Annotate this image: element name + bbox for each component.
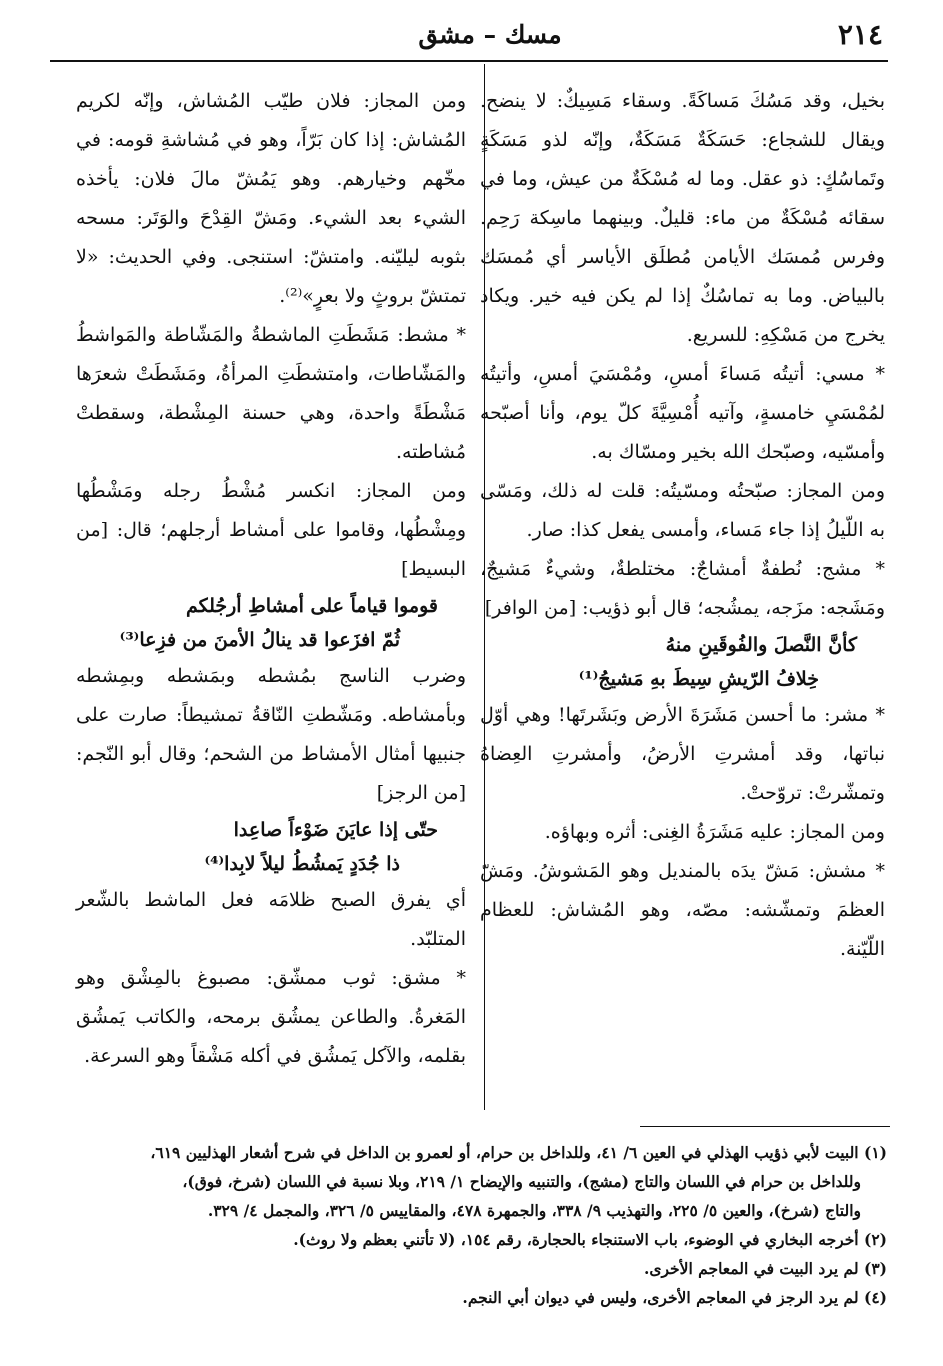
footnote-rule <box>640 1126 890 1127</box>
entry-paragraph: وضرب الناسج بمُشطه وبمَشطه وبمِشطه وبأمشاطه. ومَشّطتِ النّاقةُ تمشيطاً: صارت على جنبيها أمثال الأمشاط من الشحم؛ وقال أبو النّجم: [من الرجز] <box>76 665 466 804</box>
verse-line: كأنَّ النَّصلَ والفُوقَينِ منهُ <box>665 634 857 656</box>
entry-paragraph: * مشج: نُطفةٌ أمشاجٌ: مختلطةٌ، وشيءٌ مَشيجٌ، ومَشَجه: مزَجه، يمشُجه؛ قال أبو ذؤيب: [من الوافر] <box>480 558 885 619</box>
verse-line: قوموا قياماً على أمشاطِ أرجُلكم <box>185 595 438 617</box>
page-number: ٢١٤ <box>837 18 883 51</box>
footnote: (٣) لم يرد البيت في المعاجم الأخرى. <box>643 1259 887 1278</box>
verse-block <box>76 589 466 657</box>
verse-line: ذا جُدَدٍ يَمشُطُ ليلاً لابِدا⁽⁴⁾ <box>204 853 400 875</box>
verse-block <box>76 813 466 881</box>
entry-paragraph: أي يفرق الصبح ظلامَه فعل الماشط بالشّعر المتلبّد. <box>76 889 466 950</box>
entry-paragraph: * مشر: ما أحسن مَشَرَةَ الأرض وبَشَرتَها! وهي أوّل نباتها، وقد أمشرتِ الأرضُ، وأمشرتِ العِضاهُ وتمشّرتْ: تروّحتْ. <box>480 704 885 804</box>
page-header <box>60 14 883 56</box>
running-title: مسك – مشق <box>418 20 562 49</box>
footnote: (١) البيت لأبي ذؤيب الهذلي في العين ٦/ ٤١، وللداخل بن حرام، أو لعمرو بن الداخل في شرح أشعار الهذليين ٦١٩، <box>150 1143 887 1162</box>
verse-line: ثُمّ افزَعوا قد ينالُ الأمنَ من فزِعا⁽³⁾ <box>119 629 400 651</box>
header-rule <box>50 60 888 62</box>
entry-paragraph: * مشش: مَشّ يدَه بالمنديل وهو المَشوشُ. ومَشّ العظمَ وتمشّشه: مصّه، وهو المُشاش: للعظام اللّيّنة. <box>480 860 885 960</box>
footnote: وللداخل بن حرام في اللسان والتاج (مشج)، والتنبيه والإيضاح ١/ ٢١٩، وبلا نسبة في اللسان (شرخ، فوق)، <box>182 1172 861 1191</box>
verse-line: خِلافُ الرّيشِ سِيطَ بهِ مَشيجُ⁽¹⁾ <box>578 668 819 690</box>
entry-paragraph: بخيل، وقد مَسُكَ مَساكَةً. وسقاء مَسِيكٌ: لا ينضح. ويقال للشجاع: حَسَكَةٌ مَسَكَةٌ، وإنّه لذو مَسَكَةٍ وتَماسُكٍ: ذو عقل. وما له مُسْكَةٌ من عيش، وما في سقائه مُسْكَةٌ من ماء: قليلٌ. وبينهما ماسِكة رَحِم. وفرس مُمسَك الأيامن مُطلَق الأياسر أي مُمسَك بالبياض. وما به تماسُكٌ إذا لم يكن فيه خير. ويكاد يخرج من مَسْكِهِ: للسريع. <box>480 90 885 346</box>
footnote: (٤) لم يرد الرجز في المعاجم الأخرى، وليس في ديوان أبي النجم. <box>462 1288 887 1307</box>
entry-paragraph: ومن المجاز: عليه مَشَرَةُ الغِنى: أثره وبهاؤه. <box>544 821 885 843</box>
footnote: (٢) أخرجه البخاري في الوضوء، باب الاستنجاء بالحجارة، رقم ١٥٤، (لا تأتني بعظم ولا روث). <box>293 1230 887 1249</box>
entry-paragraph: * مشق: ثوب ممشّق: مصبوغ بالمِشْق وهو المَغرةُ. والطاعن يمشُق برمحه، والكاتب يَمشُق بقلمه، والآكل يَمشُق في أكله مَشْقاً وهو السرعة. <box>76 967 466 1067</box>
entry-paragraph: * مسي: أتيتُه مَساءَ أمسِ، ومُمْسَيَ أمسِ، وأتيتُه لمُمْسَيِ خامسةٍ، وآتيه أُمْسِيَّةَ كلّ يوم، وأنا أصبّحه وأمسّيه، وصبّحك الله بخير ومسّاك به. <box>480 363 885 463</box>
entry-paragraph: ومن المجاز: فلان طيّب المُشاش، وإنّه لكريم المُشاش: إذا كان بَرّاً، وهو في مُشاشةِ قومه: في مخّهم وخيارهم. وهو يَمُشّ مالَ فلان: يأخذه الشيء بعد الشيء. ومَشّ القِدْحَ والوَتَر: مسحه بثوبه ليليّنه. وامتشّ: استنجى. وفي الحديث: «لا تمتشّ بروثٍ ولا بعرٍ»⁽²⁾. <box>76 90 466 307</box>
verse-line: حتّى إذا عايَنَ ضَوْءاً صاعِدا <box>233 819 438 841</box>
entry-paragraph: ومن المجاز: انكسر مُشْطُ رجله ومَشْطُها ومِشْطُها، وقاموا على أمشاط أرجلهم؛ قال: [من البسيط] <box>76 480 466 580</box>
left-column <box>76 82 466 1076</box>
entry-paragraph: ومن المجاز: صبّحتُه ومسّيتُه: قلت له ذلك، ومَسّى به اللّيلُ إذا جاء مَساء، وأمسى يفعل كذا: صار. <box>480 480 885 541</box>
verse-block <box>480 628 885 696</box>
entry-paragraph: * مشط: مَشَطَتِ الماشطةُ والمَشّاطة والمَواشطُ والمَشّاطات، وامتشطَتِ المرأةُ، ومَشَطَتْ شعرَها مَشْطَةً واحدة، وهي حسنة المِشْطة، وسقطتْ مُشاطته. <box>76 324 466 463</box>
footnote: والتاج (شرخ)، والعين ٥/ ٢٢٥، والتهذيب ٩/ ٣٣٨، والجمهرة ٤٧٨، والمقاييس ٥/ ٣٢٦، والمجمل ٤/ ٣٢٩. <box>207 1201 861 1220</box>
right-column <box>480 82 885 969</box>
footnotes <box>57 1138 887 1312</box>
